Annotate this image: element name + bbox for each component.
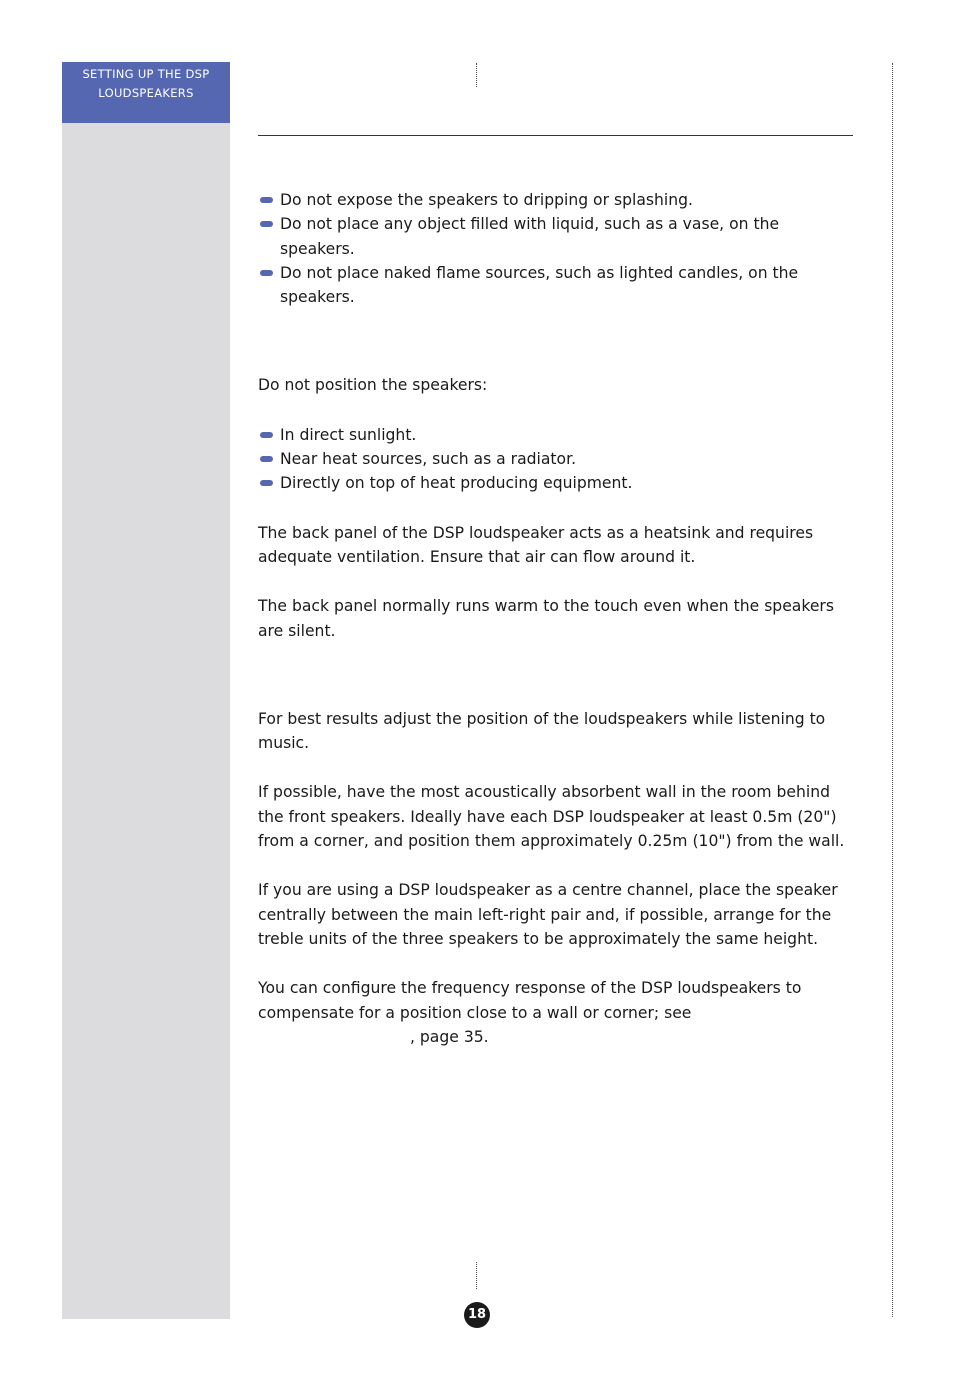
- sidebar-background: [62, 62, 230, 1319]
- positioning-paragraph: For best results adjust the position of the loudspeakers while listening to music.: [258, 709, 826, 753]
- list-item: Do not place any object filled with liquid, such as a vase, on the speakers.: [258, 212, 858, 261]
- page-reference[interactable]: , page 35.: [410, 1027, 489, 1046]
- list-item: Near heat sources, such as a radiator.: [258, 447, 858, 471]
- heat-list: [258, 423, 858, 496]
- bullet-icon: [260, 197, 273, 203]
- top-center-dotted-divider: [476, 63, 477, 87]
- list-item: Do not expose the speakers to dripping or splashing.: [258, 188, 858, 212]
- right-dotted-margin: [892, 63, 893, 1317]
- bottom-center-dotted-divider: [476, 1262, 477, 1289]
- absorbent-wall-paragraph: If possible, have the most acoustically absorbent wall in the room behind the front speakers. Ideally have each DSP loudspeaker at least 0.5m (20") from a corner, and position them approximately 0.25m (10") from the wall.: [258, 783, 845, 851]
- bullet-icon: [260, 432, 273, 438]
- heat-intro: Do not position the speakers:: [258, 376, 488, 395]
- bullet-icon: [260, 270, 273, 276]
- header-rule: [258, 135, 853, 136]
- bullet-icon: [260, 221, 273, 227]
- water-warning-list: [258, 188, 858, 309]
- list-item: In direct sunlight.: [258, 423, 858, 447]
- frequency-line1: You can configure the frequency response of the DSP loudspeakers to: [258, 979, 802, 998]
- bullet-icon: [260, 480, 273, 486]
- page-number-badge: 18: [464, 1302, 490, 1328]
- section-tab-line1: SETTING UP THE DSP: [82, 67, 210, 81]
- frequency-response-paragraph: [258, 976, 858, 1049]
- centre-channel-paragraph: If you are using a DSP loudspeaker as a centre channel, place the speaker centrally between the main left-right pair and, if possible, arrange for the treble units of the three speakers to be approximately the same height.: [258, 881, 838, 948]
- section-tab-line2: LOUDSPEAKERS: [98, 86, 194, 100]
- main-content: [258, 188, 858, 1049]
- list-item: Directly on top of heat producing equipment.: [258, 471, 858, 495]
- section-tab: [62, 62, 230, 123]
- frequency-line2: compensate for a position close to a wall or corner; see: [258, 1003, 692, 1022]
- heatsink-paragraph: The back panel of the DSP loudspeaker acts as a heatsink and requires adequate ventilation. Ensure that air can flow around it.: [258, 523, 814, 566]
- bullet-icon: [260, 456, 273, 462]
- list-item: Do not place naked flame sources, such as lighted candles, on the speakers.: [258, 261, 858, 310]
- warm-panel-paragraph: The back panel normally runs warm to the touch even when the speakers are silent.: [258, 597, 834, 640]
